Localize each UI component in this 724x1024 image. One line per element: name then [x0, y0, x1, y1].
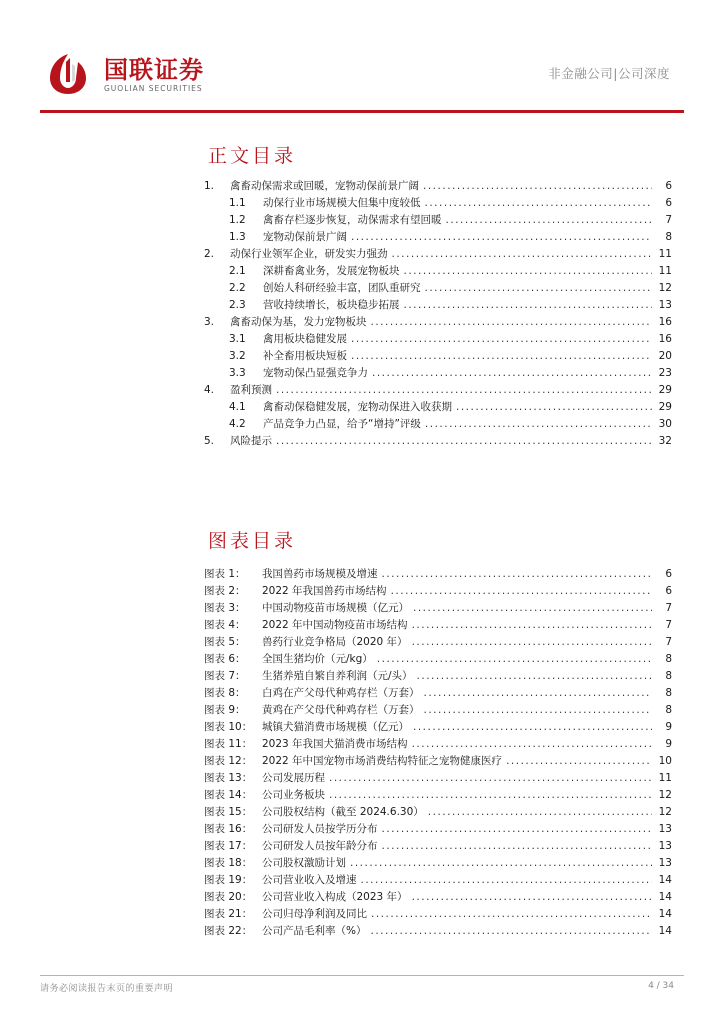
entry-number: 图表 22： — [204, 925, 253, 937]
entry-number: 图表 3： — [204, 602, 246, 614]
toc-entry[interactable] — [204, 331, 672, 348]
figure-entry[interactable] — [204, 736, 672, 753]
figure-entry[interactable] — [204, 668, 672, 685]
entry-title: 创始人科研经验丰富，团队重研究 — [263, 282, 421, 294]
dot-leader — [424, 685, 653, 702]
footer-disclaimer: 请务必阅读报告末页的重要声明 — [40, 984, 174, 994]
entry-number: 图表 6： — [204, 653, 246, 665]
entry-title: 中国动物疫苗市场规模（亿元） — [262, 602, 409, 614]
figure-entry[interactable] — [204, 702, 672, 719]
entry-page: 7 — [665, 619, 672, 631]
entry-number: 1. — [204, 180, 215, 192]
figure-entry[interactable] — [204, 685, 672, 702]
toc-entry[interactable] — [204, 229, 672, 246]
entry-title: 公司研发人员按年龄分布 — [262, 840, 378, 852]
entry-number: 图表 8： — [204, 687, 246, 699]
entry-title: 动保行业领军企业，研发实力强劲 — [230, 248, 388, 260]
dot-leader — [370, 923, 652, 940]
entry-page: 13 — [658, 299, 672, 311]
entry-number: 4.2 — [229, 418, 246, 430]
entry-page: 8 — [665, 704, 672, 716]
dot-leader — [377, 651, 652, 668]
dot-leader — [382, 566, 653, 583]
entry-number: 图表 2： — [204, 585, 246, 597]
entry-title: 2022 年中国宠物市场消费结构特征之宠物健康医疗 — [262, 755, 503, 767]
dot-leader — [412, 617, 652, 634]
brand-name-cn: 国联证券 — [104, 56, 204, 84]
dot-leader — [371, 906, 652, 923]
entry-number: 2.1 — [229, 265, 246, 277]
entry-title: 公司研发人员按学历分布 — [262, 823, 378, 835]
entry-number: 1.2 — [229, 214, 246, 226]
guolian-logo-icon — [48, 52, 88, 96]
entry-title: 公司归母净利润及同比 — [262, 908, 367, 920]
entry-number: 图表 11： — [204, 738, 253, 750]
entry-page: 12 — [658, 789, 672, 801]
entry-page: 6 — [665, 197, 672, 209]
entry-page: 6 — [665, 180, 672, 192]
report-category: 非金融公司|公司深度 — [548, 66, 670, 81]
toc-entry[interactable] — [204, 416, 672, 433]
figure-entry[interactable] — [204, 651, 672, 668]
entry-number: 2. — [204, 248, 215, 260]
dot-leader — [428, 804, 652, 821]
entry-page: 8 — [665, 231, 672, 243]
entry-title: 2023 年我国犬猫消费市场结构 — [262, 738, 408, 750]
entry-title: 兽药行业竞争格局（2020 年） — [262, 636, 408, 648]
dot-leader — [350, 855, 652, 872]
entry-number: 图表 1： — [204, 568, 246, 580]
toc-entry[interactable] — [204, 246, 672, 263]
figure-entry[interactable] — [204, 753, 672, 770]
entry-page: 16 — [658, 333, 672, 345]
entry-number: 图表 10： — [204, 721, 253, 733]
entry-title: 深耕畜禽业务，发展宠物板块 — [263, 265, 400, 277]
toc-entry[interactable] — [204, 297, 672, 314]
dot-leader — [351, 348, 652, 365]
dot-leader — [412, 889, 652, 906]
entry-page: 30 — [658, 418, 672, 430]
dot-leader — [425, 416, 652, 433]
entry-page: 9 — [665, 738, 672, 750]
entry-page: 10 — [658, 755, 672, 767]
entry-number: 图表 5： — [204, 636, 246, 648]
page-header — [0, 0, 724, 118]
dot-leader — [423, 178, 652, 195]
dot-leader — [417, 668, 652, 685]
entry-page: 14 — [658, 874, 672, 886]
entry-page: 9 — [665, 721, 672, 733]
entry-page: 29 — [658, 401, 672, 413]
entry-page: 13 — [658, 857, 672, 869]
dot-leader — [392, 246, 653, 263]
page-number: 4 / 34 — [648, 981, 674, 991]
entry-title: 禽畜存栏逐步恢复，动保需求有望回暖 — [263, 214, 442, 226]
entry-title: 2022 年我国兽药市场结构 — [262, 585, 387, 597]
entry-number: 3.1 — [229, 333, 246, 345]
brand — [104, 56, 204, 94]
dot-leader — [382, 838, 653, 855]
toc-entry[interactable] — [204, 399, 672, 416]
dot-leader — [372, 365, 652, 382]
entry-page: 11 — [658, 248, 672, 260]
entry-title: 公司营业收入及增速 — [262, 874, 357, 886]
entry-title: 补全畜用板块短板 — [263, 350, 347, 362]
entry-number: 2.3 — [229, 299, 246, 311]
figure-entry[interactable] — [204, 583, 672, 600]
entry-number: 图表 17： — [204, 840, 253, 852]
dot-leader — [404, 263, 653, 280]
entry-title: 营收持续增长，板块稳步拓展 — [263, 299, 400, 311]
entry-page: 14 — [658, 891, 672, 903]
figures-title: 图表目录 — [208, 530, 297, 552]
figure-entry[interactable] — [204, 617, 672, 634]
entry-title: 禽畜动保稳健发展，宠物动保进入收获期 — [263, 401, 452, 413]
entry-title: 公司股权激励计划 — [262, 857, 346, 869]
dot-leader — [446, 212, 653, 229]
figure-entry[interactable] — [204, 923, 672, 940]
entry-title: 宠物动保前景广阔 — [263, 231, 347, 243]
dot-leader — [351, 331, 652, 348]
entry-number: 5. — [204, 435, 215, 447]
dot-leader — [413, 600, 652, 617]
figure-entry[interactable] — [204, 787, 672, 804]
entry-number: 3.2 — [229, 350, 246, 362]
entry-number: 图表 9： — [204, 704, 246, 716]
dot-leader — [391, 583, 652, 600]
figure-entry[interactable] — [204, 872, 672, 889]
entry-number: 图表 20： — [204, 891, 253, 903]
figure-entry[interactable] — [204, 634, 672, 651]
entry-number: 4. — [204, 384, 215, 396]
toc-entry[interactable] — [204, 280, 672, 297]
dot-leader — [361, 872, 653, 889]
toc-list — [204, 178, 672, 450]
entry-page: 11 — [658, 772, 672, 784]
entry-page: 7 — [665, 214, 672, 226]
toc-entry[interactable] — [204, 178, 672, 195]
entry-number: 图表 15： — [204, 806, 253, 818]
figure-entry[interactable] — [204, 719, 672, 736]
entry-number: 2.2 — [229, 282, 246, 294]
entry-title: 禽畜动保为基，发力宠物板块 — [230, 316, 367, 328]
entry-title: 公司产品毛利率（%） — [262, 925, 367, 937]
entry-page: 11 — [658, 265, 672, 277]
entry-page: 8 — [665, 687, 672, 699]
entry-page: 13 — [658, 840, 672, 852]
dot-leader — [456, 399, 652, 416]
dot-leader — [351, 229, 652, 246]
entry-page: 16 — [658, 316, 672, 328]
entry-page: 29 — [658, 384, 672, 396]
entry-page: 6 — [665, 585, 672, 597]
entry-number: 图表 13： — [204, 772, 253, 784]
dot-leader — [276, 382, 652, 399]
entry-page: 23 — [658, 367, 672, 379]
entry-number: 3. — [204, 316, 215, 328]
figure-entry[interactable] — [204, 906, 672, 923]
toc-entry[interactable] — [204, 382, 672, 399]
entry-number: 图表 4： — [204, 619, 246, 631]
dot-leader — [382, 821, 653, 838]
entry-page: 12 — [658, 282, 672, 294]
entry-page: 20 — [658, 350, 672, 362]
entry-title: 动保行业市场规模大但集中度较低 — [263, 197, 421, 209]
entry-title: 2022 年中国动物疫苗市场结构 — [262, 619, 408, 631]
footer-divider — [40, 975, 684, 976]
dot-leader — [425, 195, 653, 212]
dot-leader — [329, 787, 652, 804]
figure-entry[interactable] — [204, 770, 672, 787]
figure-entry[interactable] — [204, 566, 672, 583]
figure-entry[interactable] — [204, 821, 672, 838]
toc-entry[interactable] — [204, 212, 672, 229]
entry-number: 图表 7： — [204, 670, 246, 682]
entry-title: 宠物动保凸显强竞争力 — [263, 367, 368, 379]
dot-leader — [413, 719, 652, 736]
figures-list — [204, 566, 672, 940]
dot-leader — [404, 297, 653, 314]
entry-number: 图表 19： — [204, 874, 253, 886]
figure-entry[interactable] — [204, 600, 672, 617]
entry-title: 公司股权结构（截至 2024.6.30） — [262, 806, 424, 818]
entry-title: 禽用板块稳健发展 — [263, 333, 347, 345]
entry-page: 12 — [658, 806, 672, 818]
entry-page: 14 — [658, 908, 672, 920]
dot-leader — [424, 702, 653, 719]
entry-page: 14 — [658, 925, 672, 937]
entry-number: 3.3 — [229, 367, 246, 379]
entry-title: 公司业务板块 — [262, 789, 325, 801]
dot-leader — [329, 770, 652, 787]
toc-entry[interactable] — [204, 365, 672, 382]
dot-leader — [506, 753, 652, 770]
entry-title: 我国兽药市场规模及增速 — [262, 568, 378, 580]
entry-number: 图表 18： — [204, 857, 253, 869]
entry-title: 城镇犬猫消费市场规模（亿元） — [262, 721, 409, 733]
toc-entry[interactable] — [204, 433, 672, 450]
dot-leader — [425, 280, 653, 297]
header-divider — [40, 110, 684, 113]
entry-page: 6 — [665, 568, 672, 580]
entry-page: 8 — [665, 670, 672, 682]
entry-number: 4.1 — [229, 401, 246, 413]
entry-number: 图表 16： — [204, 823, 253, 835]
figure-entry[interactable] — [204, 855, 672, 872]
entry-page: 32 — [658, 435, 672, 447]
figure-entry[interactable] — [204, 838, 672, 855]
entry-page: 8 — [665, 653, 672, 665]
toc-entry[interactable] — [204, 314, 672, 331]
toc-entry[interactable] — [204, 195, 672, 212]
figure-entry[interactable] — [204, 804, 672, 821]
entry-title: 产品竞争力凸显，给予“增持”评级 — [263, 418, 421, 430]
toc-title: 正文目录 — [208, 145, 297, 167]
entry-number: 1.3 — [229, 231, 246, 243]
entry-title: 白鸡在产父母代种鸡存栏（万套） — [262, 687, 420, 699]
entry-title: 公司营业收入构成（2023 年） — [262, 891, 408, 903]
entry-page: 13 — [658, 823, 672, 835]
entry-title: 盈利预测 — [230, 384, 272, 396]
entry-title: 公司发展历程 — [262, 772, 325, 784]
entry-number: 1.1 — [229, 197, 246, 209]
entry-number: 图表 21： — [204, 908, 253, 920]
entry-title: 生猪养殖自繁自养利润（元/头） — [262, 670, 413, 682]
entry-page: 7 — [665, 602, 672, 614]
dot-leader — [412, 634, 652, 651]
entry-number: 图表 12： — [204, 755, 253, 767]
entry-title: 禽畜动保需求或回暖，宠物动保前景广阔 — [230, 180, 419, 192]
dot-leader — [276, 433, 652, 450]
entry-number: 图表 14： — [204, 789, 253, 801]
toc-entry[interactable] — [204, 348, 672, 365]
toc-entry[interactable] — [204, 263, 672, 280]
brand-name-en: GUOLIAN SECURITIES — [104, 84, 203, 93]
entry-title: 黄鸡在产父母代种鸡存栏（万套） — [262, 704, 420, 716]
figure-entry[interactable] — [204, 889, 672, 906]
entry-title: 风险提示 — [230, 435, 272, 447]
entry-page: 7 — [665, 636, 672, 648]
dot-leader — [412, 736, 652, 753]
dot-leader — [371, 314, 653, 331]
entry-title: 全国生猪均价（元/kg） — [262, 653, 373, 665]
